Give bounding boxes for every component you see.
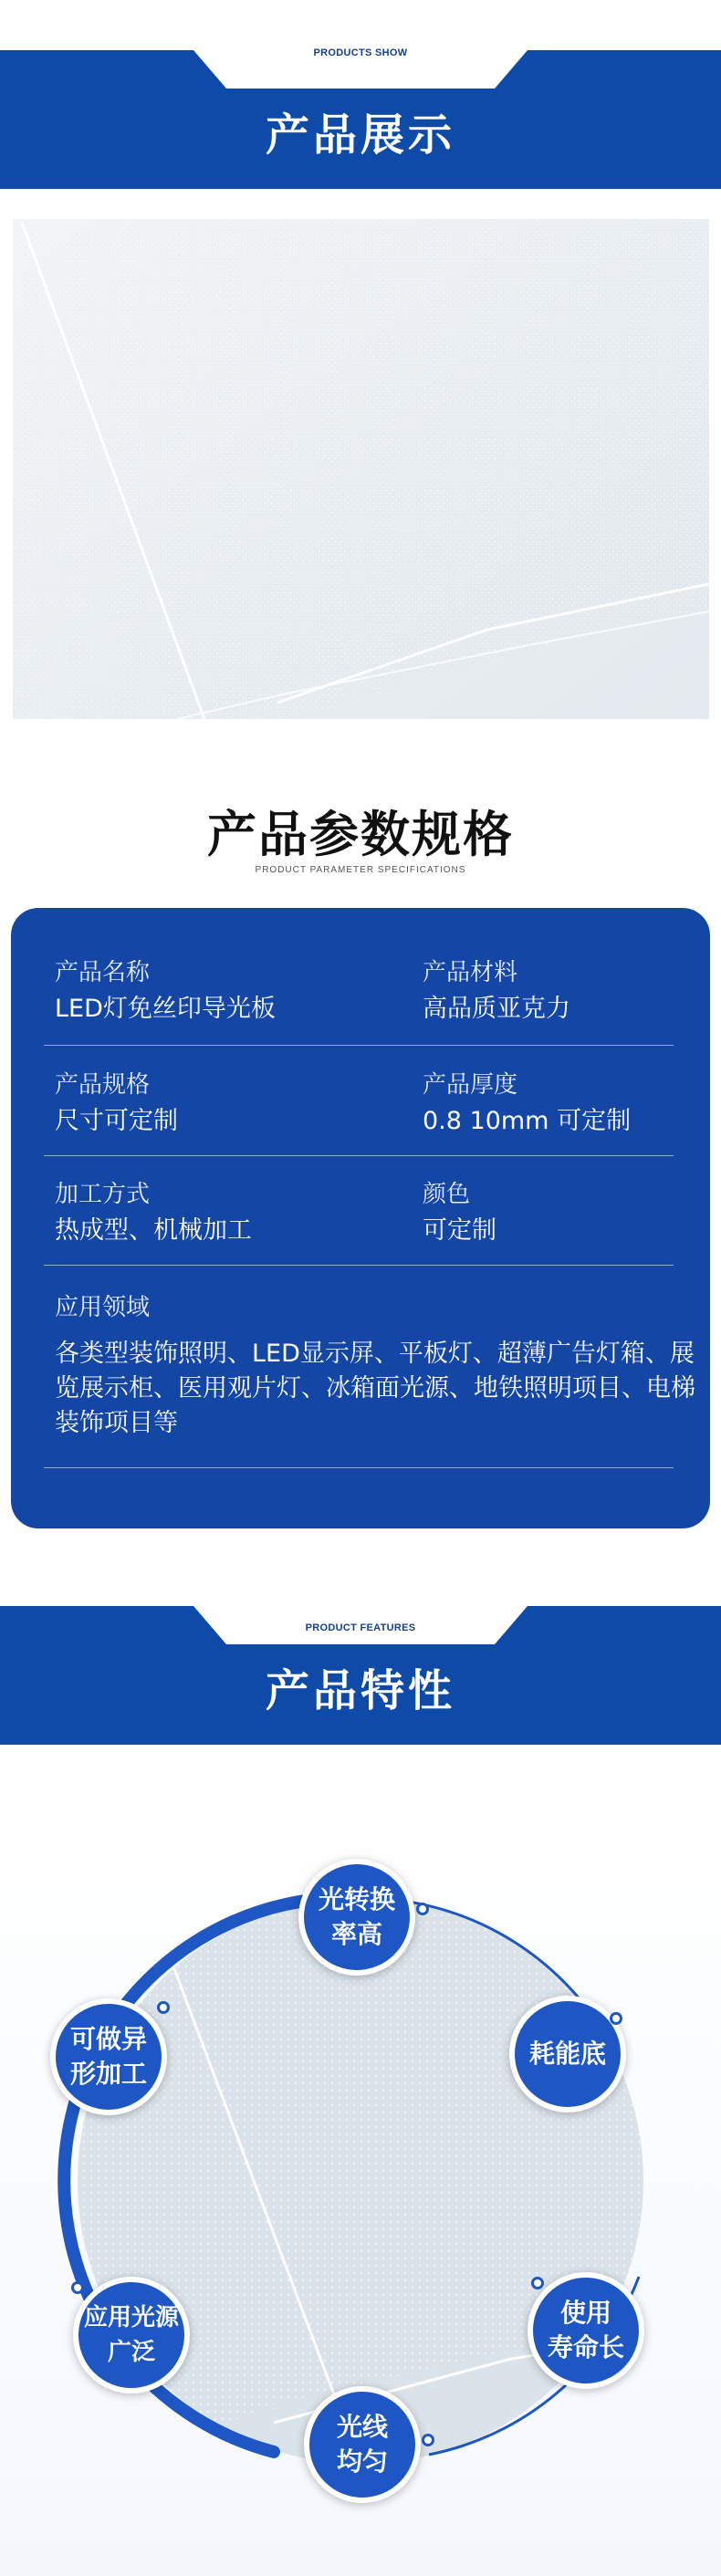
- light-guide-panel-image: [13, 219, 709, 719]
- spec-value-color: 可定制: [423, 1216, 496, 1245]
- spec-label-material: 产品材料: [423, 959, 518, 986]
- spec-divider: [44, 1467, 674, 1468]
- feature-bubble-low-energy: 耗能底: [509, 1996, 626, 2112]
- spec-subtitle: PRODUCT PARAMETER SPECIFICATIONS: [255, 865, 466, 875]
- spec-label-color: 颜色: [423, 1181, 471, 1208]
- spec-value-thickness: 0.8 10mm 可定制: [423, 1107, 632, 1135]
- feature-connector-dot: [416, 1903, 429, 1915]
- spec-divider: [44, 1155, 674, 1156]
- spec-label-application: 应用领域: [55, 1294, 151, 1321]
- feature-connector-dot: [531, 2277, 544, 2289]
- products-show-tab-label: PRODUCTS SHOW: [313, 47, 408, 58]
- spec-value-name: LED灯免丝印导光板: [55, 995, 276, 1023]
- feature-connector-dot: [610, 2012, 622, 2025]
- spec-divider: [44, 1045, 674, 1046]
- feature-bubble-wide-application: 应用光源 广泛: [73, 2277, 190, 2393]
- spec-value-size: 尺寸可定制: [55, 1107, 178, 1135]
- product-photo: [13, 219, 709, 719]
- features-graphic-area: [0, 1766, 721, 2576]
- spec-label-size: 产品规格: [55, 1071, 151, 1099]
- products-show-header: [0, 50, 721, 189]
- feature-bubble-conversion: 光转换 率高: [298, 1859, 415, 1976]
- spec-value-application: 各类型装饰照明、LED显示屏、平板灯、超薄广告灯箱、展览展示柜、医用观片灯、冰箱面光源、地铁照明项目、电梯装饰项目等: [55, 1340, 695, 1437]
- feature-bubble-uniform-light: 光线 均匀: [304, 2386, 421, 2503]
- product-features-title: 产品特性: [265, 1665, 455, 1716]
- feature-bubble-long-life: 使用 寿命长: [528, 2272, 644, 2389]
- spec-label-thickness: 产品厚度: [423, 1071, 518, 1099]
- feature-connector-dot: [422, 2434, 434, 2446]
- spec-label-process: 加工方式: [55, 1181, 151, 1208]
- feature-connector-dot: [157, 2001, 170, 2014]
- products-show-title: 产品展示: [265, 110, 455, 161]
- spec-value-material: 高品质亚克力: [423, 995, 570, 1023]
- spec-title: 产品参数规格: [207, 806, 514, 863]
- feature-bubble-custom-shape: 可做异 形加工: [50, 1998, 167, 2115]
- spec-value-process: 热成型、机械加工: [55, 1216, 252, 1245]
- product-features-tab-label: PRODUCT FEATURES: [305, 1622, 416, 1633]
- feature-connector-dot: [71, 2281, 84, 2294]
- spec-label-name: 产品名称: [55, 959, 151, 986]
- spec-divider: [44, 1265, 674, 1266]
